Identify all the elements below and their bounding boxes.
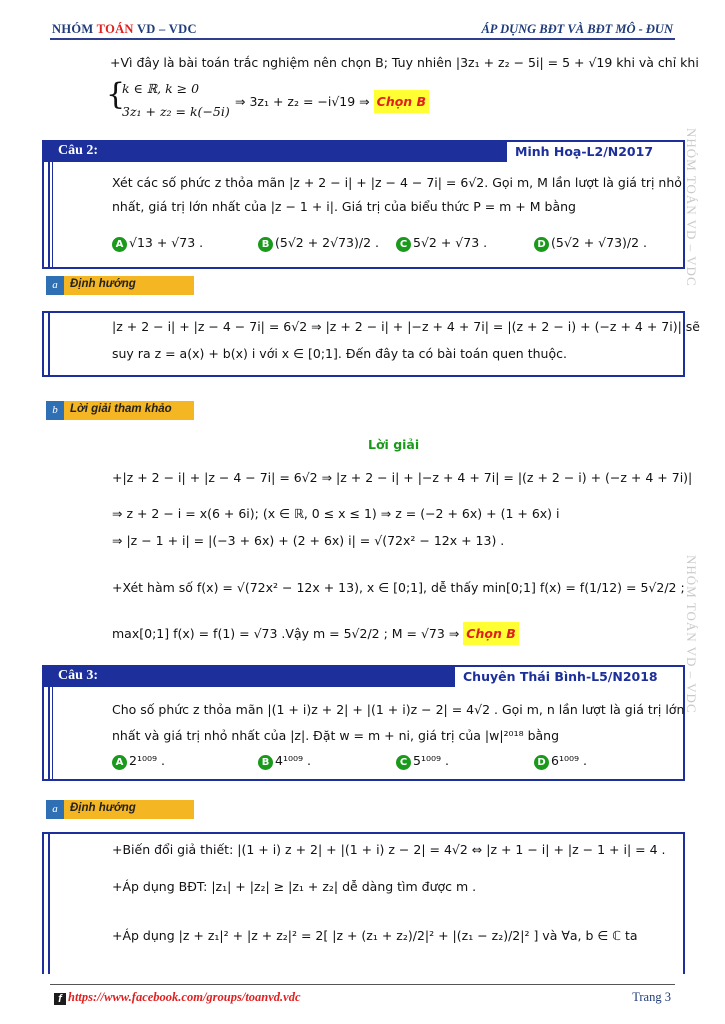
text-line: [235, 94, 429, 109]
option-a-icon: A: [112, 755, 127, 770]
option-a-icon: A: [112, 237, 127, 252]
header-text: – VDC: [155, 22, 197, 36]
header-text: VD: [133, 22, 156, 36]
text-line: +Vì đây là bài toán trắc nghiệm nên chọn B; Tuy nhiên |3z₁ + z₂ − 5i| = 5 + √19 khi và chỉ khi: [110, 55, 699, 70]
brace-symbol: {: [106, 77, 126, 112]
answer-option-a[interactable]: [112, 753, 165, 770]
tag-letter-icon: a: [46, 800, 64, 819]
footer-divider: [50, 984, 675, 985]
answer-option-d[interactable]: [534, 753, 587, 770]
header-divider: [50, 38, 675, 40]
section-tag-loi-giai: [46, 401, 194, 420]
option-text: 6¹⁰⁰⁹ .: [551, 753, 587, 768]
question-text: nhất, giá trị lớn nhất của |z − 1 + i|. Giá trị của biểu thức P = m + M bằng: [112, 199, 576, 214]
option-text: 2¹⁰⁰⁹ .: [129, 753, 165, 768]
math-text: max[0;1] f(x) = f(1) = √73 .Vậy m = 5√2/2 ; M = √73 ⇒: [112, 626, 460, 641]
answer-option-c[interactable]: [396, 235, 487, 252]
question-source: Minh Hoạ-L2/N2017: [505, 142, 683, 162]
tag-letter-icon: b: [46, 401, 64, 420]
tag-label: Định hướng: [70, 802, 136, 814]
facebook-icon: f: [54, 993, 66, 1005]
answer-option-b[interactable]: [258, 235, 379, 252]
watermark: NHÓM TOÁN VD – VDC: [684, 555, 699, 714]
answer-option-c[interactable]: [396, 753, 449, 770]
option-d-icon: D: [534, 755, 549, 770]
system-line: 3z₁ + z₂ = k(−5i): [122, 104, 230, 119]
answer-option-d[interactable]: [534, 235, 647, 252]
option-text: 5¹⁰⁰⁹ .: [413, 753, 449, 768]
hint-text: |z + 2 − i| + |z − 4 − 7i| = 6√2 ⇒ |z + 2 − i| + |−z + 4 + 7i| = |(z + 2 − i) + (−z + 4 + 7i)| sẽ: [112, 319, 700, 334]
answer-option-a[interactable]: [112, 235, 203, 252]
page-number: Trang 3: [632, 990, 671, 1004]
question-text: nhất và giá trị nhỏ nhất của |z|. Đặt w = m + ni, giá trị của |w|²⁰¹⁸ bằng: [112, 728, 560, 743]
answer-highlight: Chọn B: [374, 90, 429, 113]
option-text: √13 + √73 .: [129, 235, 204, 250]
solution-line: ⇒ z + 2 − i = x(6 + 6i); (x ∈ ℝ, 0 ≤ x ≤ 1) ⇒ z = (−2 + 6x) + (1 + 6x) i: [112, 506, 560, 521]
solution-line: +|z + 2 − i| + |z − 4 − 7i| = 6√2 ⇒ |z + 2 − i| + |−z + 4 + 7i| = |(z + 2 − i) + (−z + 4 + 7i)|: [112, 470, 693, 485]
option-b-icon: B: [258, 237, 273, 252]
solution-title: Lời giải: [368, 437, 420, 452]
question-source: Chuyên Thái Bình-L5/N2018: [453, 667, 683, 687]
solution-line: [112, 626, 519, 641]
option-text: (5√2 + 2√73)/2 .: [275, 235, 379, 250]
answer-highlight: Chọn B: [463, 622, 518, 645]
option-d-icon: D: [534, 237, 549, 252]
header-title: ÁP DỤNG BĐT VÀ BĐT MÔ - ĐUN: [481, 22, 673, 36]
tag-label: Định hướng: [70, 278, 136, 290]
option-text: 4¹⁰⁰⁹ .: [275, 753, 311, 768]
option-b-icon: B: [258, 755, 273, 770]
hint-text: +Áp dụng |z + z₁|² + |z + z₂|² = 2[ |z + (z₁ + z₂)/2|² + |(z₁ − z₂)/2|² ] và ∀a, b ∈ ℂ ta: [112, 928, 638, 943]
question-label: Câu 2:: [58, 143, 99, 158]
hint-text: suy ra z = a(x) + b(x) i với x ∈ [0;1]. Đến đây ta có bài toán quen thuộc.: [112, 346, 567, 361]
header-group-name: [52, 22, 197, 37]
box-left-rule: [48, 834, 50, 974]
question-text: Xét các số phức z thỏa mãn |z + 2 − i| + |z − 4 − 7i| = 6√2. Gọi m, M lần lượt là giá trị nhỏ: [112, 175, 682, 190]
tag-label: Lời giải tham khảo: [70, 403, 172, 415]
section-tag-dinh-huong: [46, 276, 194, 295]
option-c-icon: C: [396, 237, 411, 252]
system-line: k ∈ ℝ, k ≥ 0: [122, 81, 200, 96]
math-text: ⇒ 3z₁ + z₂ = −i√19 ⇒: [235, 94, 370, 109]
hint-text: +Áp dụng BĐT: |z₁| + |z₂| ≥ |z₁ + z₂| dễ dàng tìm được m .: [112, 879, 477, 894]
question-label: Câu 3:: [58, 668, 99, 683]
question-text: Cho số phức z thỏa mãn |(1 + i)z + 2| + |(1 + i)z − 2| = 4√2 . Gọi m, n lần lượt là giá trị lớn: [112, 702, 685, 717]
option-text: 5√2 + √73 .: [413, 235, 488, 250]
hint-text: +Biến đổi giả thiết: |(1 + i) z + 2| + |(1 + i) z − 2| = 4√2 ⇔ |z + 1 − i| + |z − 1 + i| = 4 .: [112, 842, 666, 857]
answer-option-b[interactable]: [258, 753, 311, 770]
header-text-red: TOÁN: [96, 22, 134, 36]
link-text: https://www.facebook.com/groups/toanvd.vdc: [68, 990, 301, 1004]
option-text: (5√2 + √73)/2 .: [551, 235, 648, 250]
tag-letter-icon: a: [46, 276, 64, 295]
solution-line: +Xét hàm số f(x) = √(72x² − 12x + 13), x ∈ [0;1], dễ thấy min[0;1] f(x) = f(1/12) = 5√2/2 ;: [112, 580, 685, 595]
section-tag-dinh-huong: [46, 800, 194, 819]
solution-line: ⇒ |z − 1 + i| = |(−3 + 6x) + (2 + 6x) i| = √(72x² − 12x + 13) .: [112, 533, 505, 548]
header-text: NHÓM: [52, 22, 97, 36]
watermark: NHÓM TOÁN VD – VDC: [684, 128, 699, 287]
facebook-link[interactable]: [54, 990, 301, 1005]
box-left-rule: [48, 313, 50, 375]
option-c-icon: C: [396, 755, 411, 770]
